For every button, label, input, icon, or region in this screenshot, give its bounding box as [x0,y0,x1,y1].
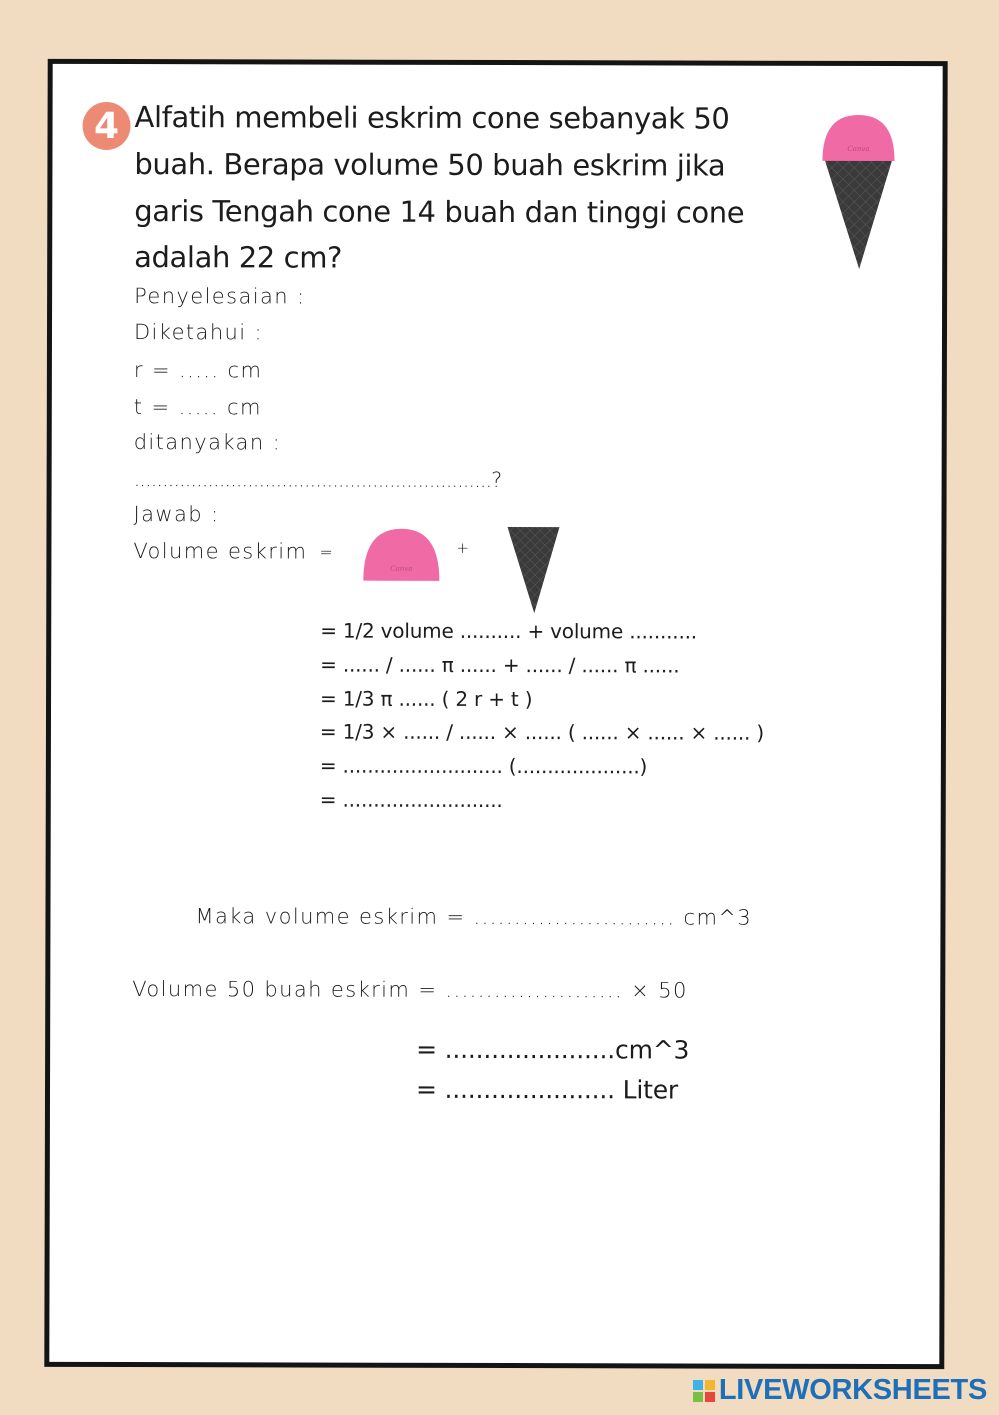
maka-volume-line: Maka volume eskrim = ......................... cm^3 [195,904,753,930]
worksheet-page [44,59,947,1369]
step-3: = 1/3 π ...... ( 2 r + t ) [320,686,533,712]
question-line-1: Alfatih membeli eskrim cone sebanyak 50 [134,100,730,136]
ditanyakan-label: ditanyakan : [133,430,282,455]
hemisphere-scoop-illustration [361,527,441,583]
volume-eskrim-label: Volume eskrim [133,539,308,564]
ice-cream-cone-illustration [820,111,900,271]
radius-line: r = ..... cm [133,358,263,383]
liveworksheets-brand: LIVEWORKSHEETS [718,1374,987,1406]
question-line-2: buah. Berapa volume 50 buah eskrim jika [134,147,726,183]
brand-watermark: Canva [847,144,870,153]
step-1: = 1/2 volume .......... + volume ........... [320,618,697,644]
cone-illustration [505,525,561,615]
question-line-3: garis Tengah cone 14 buah dan tinggi cone [134,194,745,230]
result-cm3: = ......................cm^3 [416,1034,690,1065]
jawab-label: Jawab : [133,502,220,527]
penyelesaian-label: Penyelesaian : [134,284,306,309]
brand-watermark: Canva [390,564,413,573]
diketahui-label: Diketahui : [133,320,264,345]
equals-sign: = [319,542,335,562]
result-liter: = ...................... Liter [415,1074,679,1105]
plus-sign: + [456,538,471,557]
question-line-4: adalah 22 cm? [134,240,343,275]
step-4: = 1/3 × ...... / ...... × ...... ( ...... × ...... × ...... ) [319,719,764,745]
step-2: = ...... / ...... π ...... + ...... / ...... π ...... [320,652,680,678]
step-6: = .......................... [319,787,503,813]
height-line: t = ..... cm [133,395,262,420]
step-5: = .......................... (....................) [319,753,648,779]
liveworksheets-logo-icon [693,1380,715,1402]
volume-50-line: Volume 50 buah eskrim = ...................... × 50 [132,977,688,1003]
ditanyakan-blank: ...............................................................? [133,467,502,493]
liveworksheets-footer [693,1374,987,1407]
question-number-badge: 4 [82,102,130,150]
